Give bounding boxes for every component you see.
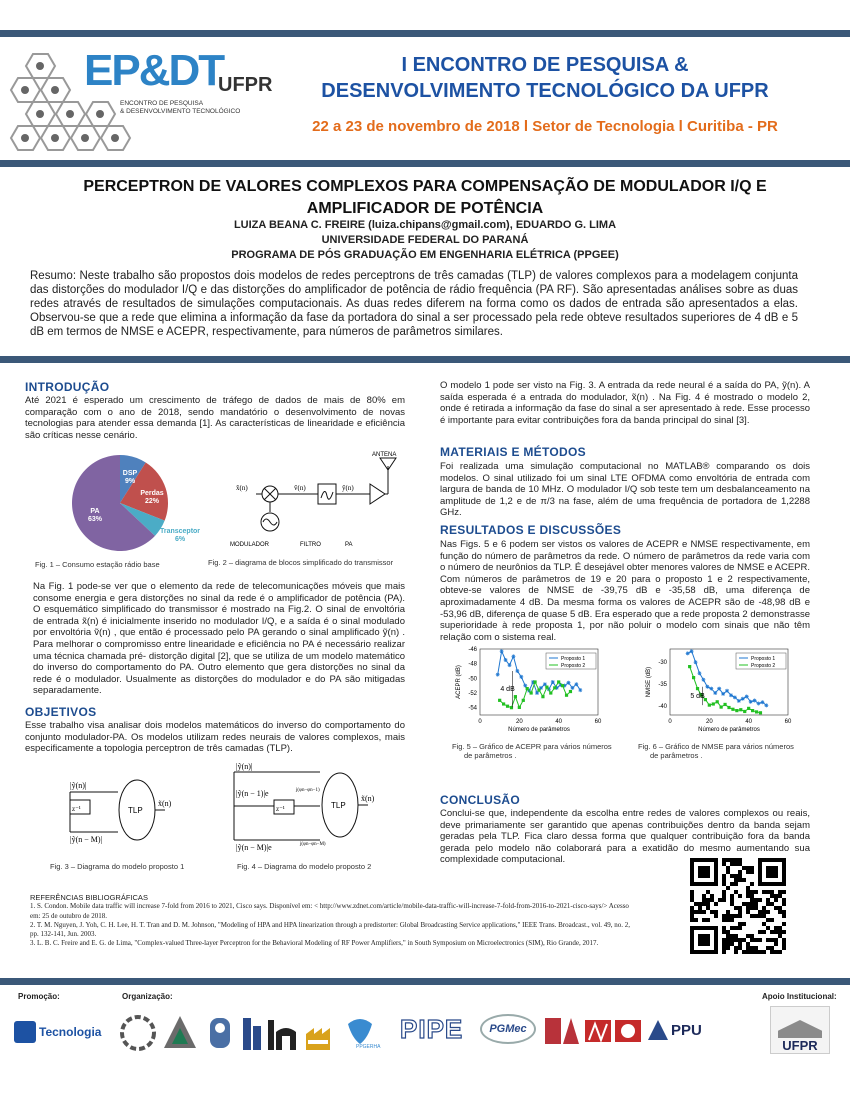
- authors: LUIZA BEANA C. FREIRE (luiza.chipans@gmail.com), EDUARDO G. LIMA: [233, 219, 617, 231]
- series-1-point: [733, 695, 737, 699]
- y-tick-label: -54: [468, 705, 477, 712]
- fig6-caption-line-2: de parâmetros .: [650, 751, 703, 760]
- logo-text: EP&DT: [84, 46, 224, 95]
- abstract: Resumo: Neste trabalho são propostos dois modelos de redes perceptrons de três camadas (TLP) de valores complexos para a modelagem conjunta das distorções do modulador I/Q e das distorções do amplificador de potência de rádio frequência (PA RF). São apresentadas análises sobre as duas redes através de resultados de simulações computacionais. As duas redes diferem na forma como os dados de entrada são apresentados a elas. Observou-se que a rede que elimina a informação da fase da portadora do sinal a ser processado pela rede obteve resultados superiores de 4 dB e 5 dB em termos de NMSE e ACEPR, respectivamente, para números de parâmetros similares.: [30, 270, 798, 338]
- series-1-point: [504, 658, 508, 662]
- series-1-point: [713, 691, 717, 695]
- paper-title: [40, 176, 810, 220]
- ppu-logo-mark: [648, 1020, 668, 1040]
- series-2-point: [541, 695, 544, 698]
- fig3-caption: Fig. 3 – Diagrama do modelo proposto 1: [50, 862, 185, 871]
- series-1-point: [749, 700, 753, 704]
- series-1-point: [515, 669, 519, 673]
- series-1-point: [753, 698, 757, 702]
- fig3-model-1-diagram: [40, 770, 200, 850]
- fig3-output: x̃(n): [158, 799, 172, 808]
- fig1-caption: Fig. 1 – Consumo estação rádio base: [35, 560, 160, 569]
- qr-code-icon[interactable]: [690, 858, 786, 954]
- intro-paragraph-2: Na Fig. 1 pode-se ver que o elemento da rede de telecomunicações móveis que mais consome energia e gera distorções no sinal da rede é o amplificador de potência (PA). O esquemático simplificado do transmissor é mostrado na Fig.2. O sinal de envoltória de entrada x̃(n) é inicialmente inserido no modulador I/Q, e a saída é o sinal modulado por envoltória ṽ(n) , que então é processado pelo PA gerando o sinal amplificado ỹ(n) . Para melhorar o compromisso entre linearidade e eficiência no PA é necessário realizar uma técnica chamada pré- distorção digital [2], que se utiliza de um modelo matemático do inverso do comportamento do PA. Outro elemento que gera distorções no sinal da rede é o modulador. Usualmente as distorções do modulador e do PA são mitigadas separadamente.: [33, 581, 405, 697]
- fig5-caption-line-1: Fig. 5 – Gráfico de ACEPR para vários números: [452, 742, 612, 751]
- methods-paragraph: Foi realizada uma simulação computacional no MATLAB® comparando os dois modelos. O sinal utilizado foi um sinal LTE OFDMA como envoltória de entrada com largura de banda de 10 MHz. O modulador I/Q sob teste tem um desbalanceamento na amplitude de 1,2 e de π/3 na fase, além de uma frequência de portadora de 1,2288 GHz.: [440, 461, 810, 519]
- x-tick-label: 40: [745, 719, 753, 725]
- series-2-point: [708, 704, 711, 707]
- intro-paragraph-1: Até 2021 é esperado um crescimento de tráfego de dados de mais de 80% em comparação com o ano de 2018, sendo mandatório o desenvolvimento de novas tecnologias para atender essa demanda [1]. As características de linearidade e eficiência são críticas nesse cenário.: [25, 395, 405, 441]
- series-1-point: [725, 689, 729, 693]
- fig3-input-2: |ỹ(n − M)|: [70, 835, 103, 844]
- x-tick-label: 20: [705, 719, 713, 725]
- tecnologia-logo: [14, 1020, 106, 1044]
- series-2-point: [506, 705, 509, 708]
- fig5-caption: [452, 742, 612, 760]
- pie-label-perdas: Perdas 22%: [140, 490, 164, 505]
- series-1-point: [686, 651, 690, 655]
- series-2-point: [545, 686, 548, 689]
- x-tick-label: 20: [515, 719, 523, 725]
- paper-title-line-2: AMPLIFICADOR DE POTÊNCIA: [306, 200, 544, 217]
- fig1-pie-chart: [50, 445, 220, 565]
- fig4-input-1: |ỹ(n − 1)|e: [236, 789, 269, 798]
- fig6-caption-line-1: Fig. 6 – Gráfico de NMSE para vários números: [638, 742, 794, 751]
- series-2-point: [557, 680, 560, 683]
- fig2-block-diagram: [230, 450, 410, 550]
- series-2-point: [537, 688, 540, 691]
- fig2-antenna-label: ANTENA: [372, 452, 397, 458]
- x-tick-label: 60: [594, 719, 602, 725]
- reference-2: 2. T. M. Nguyen, J. Yoh, C. H. Lee, H. T. Tran and D. M. Johnson, "Modeling of HPA and HPA linearization through a predistorter: Global Broadcasting Service applications," IEEE Trans. Broadcast., vol. 49, no. 2, pp. 132-141, Jun. 2003.: [30, 920, 631, 939]
- fig4-input-0: |ỹ(n)|: [236, 762, 253, 771]
- series-2-point: [565, 694, 568, 697]
- x-tick-label: 60: [784, 719, 792, 725]
- pgmec-logo: [480, 1014, 536, 1044]
- series-1-point: [717, 687, 721, 691]
- fig5-acepr-chart: [450, 643, 610, 738]
- series-1-point: [721, 692, 725, 696]
- series-1-point: [511, 654, 515, 658]
- series-1-point: [698, 671, 702, 675]
- series-2-point: [549, 691, 552, 694]
- series-1-point: [500, 649, 504, 653]
- x-tick-label: 40: [555, 719, 563, 725]
- paper-title-line-1: PERCEPTRON DE VALORES COMPLEXOS PARA COMPENSAÇÃO DE MODULADOR I/Q E: [83, 178, 767, 195]
- series-2-point: [755, 710, 758, 713]
- conclusion-heading: CONCLUSÃO: [440, 793, 521, 807]
- series-1-point: [757, 702, 761, 706]
- x-axis-label: Número de parâmetros: [508, 727, 570, 733]
- legend-entry-2: Proposto 2: [751, 663, 776, 669]
- objectives-heading: OBJETIVOS: [25, 705, 97, 719]
- fig2-pa-label: PA: [345, 542, 353, 548]
- tecnologia-logo-mark: [14, 1021, 36, 1043]
- references: [30, 893, 640, 949]
- legend-entry-1: Proposto 1: [561, 656, 586, 662]
- conclusion-paragraph: Conclui-se que, independente da escolha entre redes de valores complexos ou reais, deve primariamente ser garantido que apenas contribuições dentro da banda sejam geradas pela TLP. Fica claro dessa forma que qualquer contribuição fora da banda gerada pelo modelo não colaborará para a exatidão do mesmo aumentando sua complexidade computacional.: [440, 808, 810, 866]
- series-1-point: [694, 660, 698, 664]
- series-1-point: [745, 695, 749, 699]
- series-2-point: [522, 699, 525, 702]
- reference-1[interactable]: 1. S. Condon. Mobile data traffic will increase 7-fold from 2016 to 2021, Cisco says. Disponível em: < http://www.zdnet.com/article/mobile-data-traffic-will-increase-7-fold-from-2016-to-2021-cisco-says/> Acesso em: 25 de outubro de 2018.: [30, 902, 629, 920]
- logo-suffix: UFPR: [218, 74, 273, 96]
- x-tick-label: 0: [668, 719, 672, 725]
- support-label: Apoio Institucional:: [762, 992, 837, 1001]
- series-1-point: [570, 686, 574, 690]
- legend-entry-1: Proposto 1: [751, 656, 776, 662]
- pipe-logo: PIPE: [400, 1014, 464, 1044]
- fig2-filter-label: FILTRO: [300, 542, 321, 548]
- pgmec-logo-text: PGMec: [489, 1023, 527, 1035]
- series-2-point: [751, 709, 754, 712]
- methods-heading: MATERIAIS E MÉTODOS: [440, 445, 586, 459]
- series-1-point: [496, 673, 500, 677]
- y-axis-label: ACEPR (dB): [456, 665, 462, 699]
- promotion-label: Promoção:: [18, 992, 60, 1001]
- event-title-line-1: I ENCONTRO DE PESQUISA &: [401, 54, 689, 76]
- fig4-caption: Fig. 4 – Diagrama do modelo proposto 2: [237, 862, 372, 871]
- series-2-point: [712, 702, 715, 705]
- abstract-band: [0, 356, 850, 363]
- ppu-logo-text: PPU: [671, 1021, 702, 1039]
- series-2-point: [727, 706, 730, 709]
- series-1-point: [701, 678, 705, 682]
- ufpr-logo-mark: [778, 1020, 822, 1038]
- organization-label: Organização:: [122, 992, 173, 1001]
- fig2-modulator-label: MODULADOR: [230, 542, 270, 548]
- ufpr-logo: [770, 1006, 830, 1054]
- series-1-point: [764, 703, 768, 707]
- series-2-point: [526, 687, 529, 690]
- authors-block: [40, 218, 810, 263]
- y-tick-label: -35: [658, 682, 667, 689]
- series-2-point: [743, 710, 746, 713]
- annotation-label: 5 dB: [690, 692, 705, 700]
- series-2-point: [688, 665, 691, 668]
- series-2-point: [759, 711, 762, 714]
- pie-label-transceptor: Transceptor 6%: [159, 528, 201, 543]
- logo-sub-2: & DESENVOLVIMENTO TECNOLÓGICO: [120, 108, 241, 115]
- series-1-point: [508, 663, 512, 667]
- y-tick-label: -40: [658, 704, 667, 711]
- series-1-point: [760, 700, 764, 704]
- x-axis-label: Número de parâmetros: [698, 727, 760, 733]
- pie-label-pa: PA 63%: [87, 508, 103, 523]
- series-1-point: [551, 680, 555, 684]
- series-2-point: [735, 709, 738, 712]
- series-1-point: [741, 697, 745, 701]
- fig4-model-2-diagram: [230, 760, 410, 855]
- fig4-input-1-exp: j(φn−φn−1): [296, 788, 320, 793]
- model-paragraph: O modelo 1 pode ser visto na Fig. 3. A entrada da rede neural é a saída do PA, ỹ(n). A saída esperada é a entrada do modulador, x̃(n) . Na Fig. 4 é mostrado o modelo 2, onde é retirada a informação da fase do sinal a ser apresentado à rede. Esse processo é importante para evitar contribuições fora da banda principal do sinal [3].: [440, 380, 810, 426]
- university: UNIVERSIDADE FEDERAL DO PARANÁ: [321, 234, 529, 246]
- footer-band: [0, 978, 850, 985]
- fig4-delay-label: z⁻¹: [276, 805, 285, 813]
- series-2-point: [720, 705, 723, 708]
- series-1-point: [705, 685, 709, 689]
- series-1-point: [519, 675, 523, 679]
- legend-entry-2: Proposto 2: [561, 663, 586, 669]
- series-2-point: [498, 699, 501, 702]
- event-logo: [8, 44, 283, 156]
- series-2-point: [553, 686, 556, 689]
- fig2-caption: Fig. 2 – diagrama de blocos simplificado do transmissor: [208, 558, 394, 567]
- y-tick-label: -46: [468, 647, 477, 653]
- organization-logos-group-1: [118, 1008, 398, 1058]
- header-band: [0, 160, 850, 167]
- fig5-caption-line-2: de parâmetros .: [464, 751, 517, 760]
- fig6-caption: [638, 742, 794, 760]
- fig2-x-label: x̃(n): [236, 484, 248, 492]
- intro-heading: INTRODUÇÃO: [25, 380, 110, 394]
- y-tick-label: -50: [468, 676, 477, 683]
- series-1-point: [578, 688, 582, 692]
- fig4-output: x̃(n): [361, 794, 375, 803]
- top-band: [0, 30, 850, 37]
- y-axis-label: NMSE (dB): [646, 666, 652, 698]
- event-title: [285, 52, 805, 104]
- series-2-point: [530, 691, 533, 694]
- fig4-input-2-exp: j(φn−φn−M): [300, 842, 326, 847]
- series-2-point: [514, 695, 517, 698]
- references-heading: REFERÊNCIAS BIBLIOGRÁFICAS: [30, 893, 148, 902]
- series-2-point: [692, 676, 695, 679]
- fig3-delay-label: z⁻¹: [72, 805, 81, 813]
- organization-logos-group-2: [545, 1012, 645, 1048]
- event-title-line-2: DESENVOLVIMENTO TECNOLÓGICO DA UFPR: [321, 80, 769, 102]
- series-1-point: [737, 699, 741, 703]
- fig3-tlp-label: TLP: [128, 806, 143, 815]
- series-2-point: [723, 703, 726, 706]
- event-date: 22 a 23 de novembro de 2018 l Setor de Tecnologia l Curitiba - PR: [312, 118, 778, 135]
- series-2-point: [561, 684, 564, 687]
- logo-sub-1: ENCONTRO DE PESQUISA: [120, 100, 204, 107]
- fig4-tlp-label: TLP: [331, 801, 346, 810]
- results-heading: RESULTADOS E DISCUSSÕES: [440, 523, 622, 537]
- series-1-point: [729, 693, 733, 697]
- series-2-point: [502, 702, 505, 705]
- fig2-v-label: ṽ(n): [294, 484, 306, 492]
- tecnologia-logo-text: Tecnologia: [39, 1025, 102, 1039]
- fig6-nmse-chart: [640, 643, 800, 738]
- objectives-paragraph: Esse trabalho visa analisar dois modelos matemáticos do inverso do comportamento do conjunto modulador-PA. Os modelos utilizam redes neurais de valores complexos, mais especificamente a topologia perceptron de três camadas (TLP).: [25, 720, 405, 755]
- fig4-input-2: |ỹ(n − M)|e: [236, 843, 272, 852]
- results-paragraph: Nas Figs. 5 e 6 podem ser vistos os valores de ACEPR e NMSE respectivamente, em função do número de parâmetros da rede. O número de parâmetros da rede varia com o número de neurônios da TLP. É desejável obter menores valores de NMSE e ACEPR. Com números de parâmetros de 19 e 20 para o proposto 1 e 2 respectivamente, obteve-se valores de NMSE de -39,75 dB e -35,58 dB, uma diferença de aproximadamente 4 dB. Da mesma forma os valores de ACEPR são de -48,98 dB e -53,96 dB, diferença de quase 5 dB. Era esperado que a rede proposta 2 demonstrasse superioridade à rede proposta 1, por não poluir o modelo com sinais que não têm relação com o sistema real.: [440, 539, 810, 643]
- series-2-point: [731, 708, 734, 711]
- pie-label-dsp: DSP 9%: [122, 470, 138, 485]
- y-tick-label: -30: [658, 660, 667, 667]
- reference-3: 3. L. B. C. Freire and E. G. de Lima, "Complex-valued Three-layer Perceptron for the Behavioral Modeling of RF Power Amplifiers," in South Symposium on Microelectronics (SIM), Rio Grande, 2017.: [30, 939, 599, 948]
- series-2-point: [518, 706, 521, 709]
- y-tick-label: -52: [468, 691, 477, 697]
- ufpr-logo-text: UFPR: [782, 1038, 818, 1053]
- series-1-point: [690, 649, 694, 653]
- series-2-point: [716, 700, 719, 703]
- ppgerha-logo-text: PPGERHA: [356, 1044, 381, 1050]
- series-1-point: [574, 682, 578, 686]
- series-2-point: [696, 687, 699, 690]
- ppu-logo: [648, 1020, 702, 1040]
- series-2-point: [739, 708, 742, 711]
- x-tick-label: 0: [478, 719, 482, 725]
- y-tick-label: -48: [468, 661, 477, 668]
- series-2-point: [533, 680, 536, 683]
- series-1-point: [567, 681, 571, 685]
- series-2-point: [747, 707, 750, 710]
- program: PROGRAMA DE PÓS GRADUAÇÃO EM ENGENHARIA ELÉTRICA (PPGEE): [231, 249, 619, 261]
- annotation-label: 4 dB: [500, 686, 515, 694]
- series-1-point: [709, 687, 713, 691]
- fig2-y-label: ỹ(n): [342, 484, 354, 492]
- series-2-point: [569, 690, 572, 693]
- fig3-input-1: |ỹ(n)|: [70, 781, 87, 790]
